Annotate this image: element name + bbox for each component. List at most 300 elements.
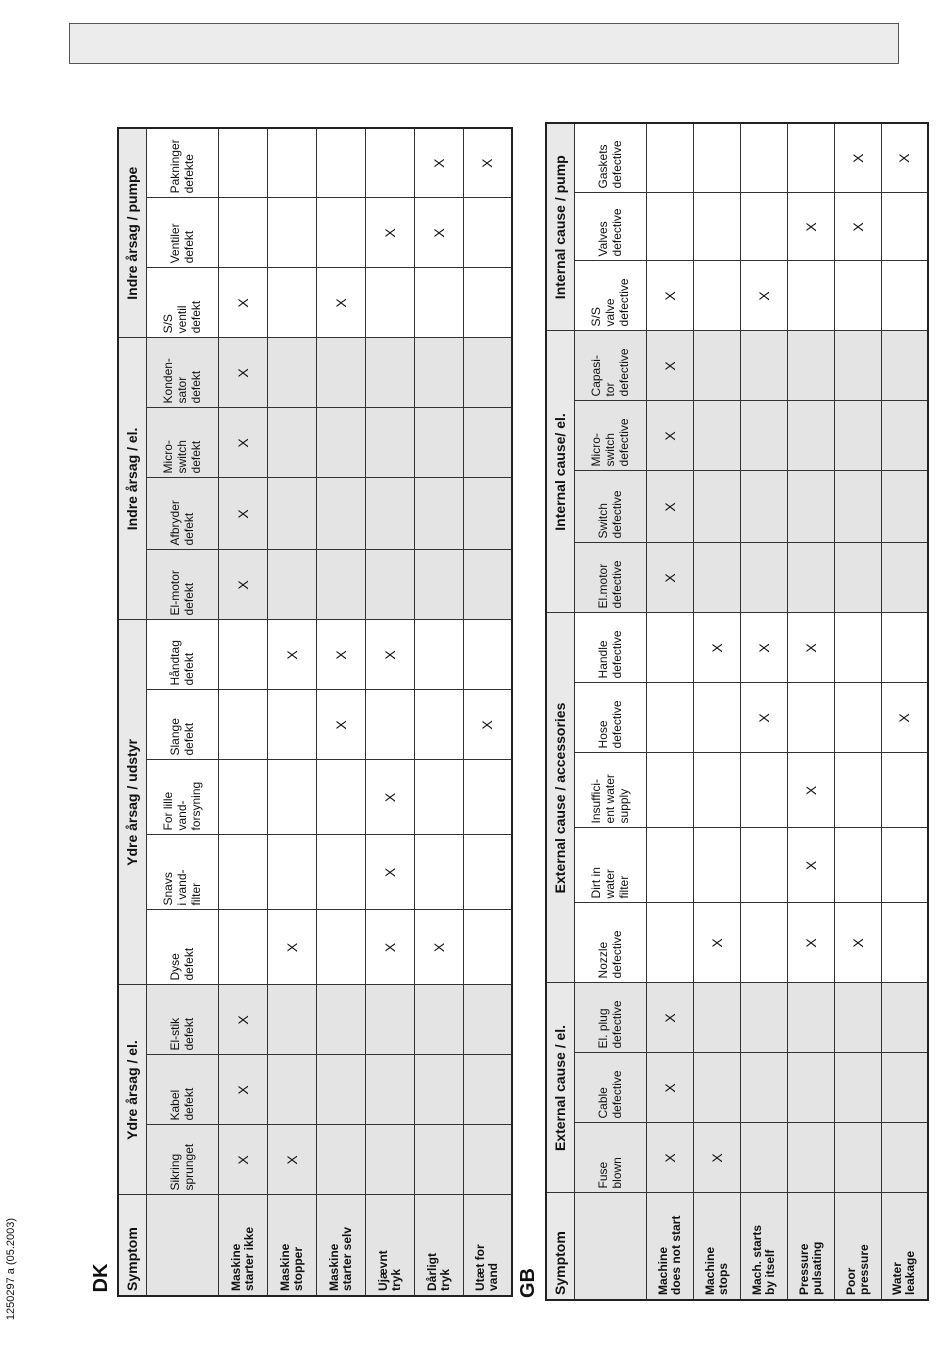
cause-cell bbox=[218, 690, 267, 760]
cause-group-header: Indre årsag / el. bbox=[118, 338, 146, 620]
cause-cell bbox=[693, 401, 740, 471]
cause-header bbox=[574, 1123, 646, 1193]
cause-group-header: Ydre årsag / el. bbox=[118, 985, 146, 1195]
check-mark: X bbox=[896, 153, 913, 163]
cause-cell bbox=[267, 760, 316, 835]
cause-label: Dirt in water filter bbox=[589, 867, 631, 899]
check-mark: X bbox=[283, 942, 300, 953]
check-mark: X bbox=[381, 228, 398, 238]
cause-cell bbox=[414, 910, 463, 985]
cause-cell bbox=[787, 613, 834, 683]
cause-label: S/S valve defective bbox=[589, 278, 631, 327]
cause-cell bbox=[218, 1055, 267, 1125]
symptom-label: Maskine stopper bbox=[277, 1243, 305, 1291]
cause-cell bbox=[316, 268, 365, 338]
cause-label: Handle defective bbox=[596, 630, 624, 679]
cause-cell bbox=[693, 613, 740, 683]
cause-cell bbox=[414, 408, 463, 478]
table-row bbox=[218, 128, 267, 1296]
cause-cell bbox=[881, 471, 928, 543]
cause-cell bbox=[787, 683, 834, 753]
cause-cell bbox=[740, 1123, 787, 1193]
cause-cell bbox=[693, 261, 740, 331]
cause-header bbox=[146, 128, 218, 198]
symptom-label: Poor pressure bbox=[843, 1244, 871, 1295]
troubleshooting-table bbox=[117, 127, 513, 1297]
cause-header bbox=[146, 835, 218, 910]
cause-cell bbox=[365, 478, 414, 550]
check-mark: X bbox=[479, 720, 496, 730]
check-mark: X bbox=[802, 938, 819, 948]
cause-cell bbox=[267, 198, 316, 268]
cause-cell bbox=[463, 550, 512, 620]
check-mark: X bbox=[802, 222, 819, 232]
check-mark: X bbox=[708, 1153, 725, 1163]
cause-cell bbox=[646, 543, 693, 613]
symptom-cell bbox=[218, 1195, 267, 1296]
cause-label: Ventiler defekt bbox=[168, 223, 196, 264]
cause-header bbox=[146, 690, 218, 760]
table-row bbox=[646, 123, 693, 1300]
symptom-cell bbox=[834, 1193, 881, 1300]
cause-group-header: Indre årsag / pumpe bbox=[118, 128, 146, 338]
cause-header bbox=[146, 985, 218, 1055]
cause-cell bbox=[740, 1053, 787, 1123]
cause-label: Micro- switch defective bbox=[589, 418, 631, 467]
cause-cell bbox=[414, 550, 463, 620]
cause-cell bbox=[834, 331, 881, 401]
cause-cell bbox=[693, 1123, 740, 1193]
cause-label: Valves defective bbox=[596, 208, 624, 257]
cause-cell bbox=[693, 683, 740, 753]
cause-cell bbox=[218, 760, 267, 835]
cause-cell bbox=[414, 690, 463, 760]
check-mark: X bbox=[802, 860, 819, 871]
cause-cell bbox=[316, 620, 365, 690]
cause-group-header: External cause / el. bbox=[546, 983, 574, 1193]
check-mark: X bbox=[661, 573, 678, 583]
cause-label: El-stik defekt bbox=[168, 1017, 196, 1051]
section-label-gb: GB bbox=[517, 1268, 539, 1298]
cause-cell bbox=[218, 835, 267, 910]
cause-cell bbox=[834, 983, 881, 1053]
cause-cell bbox=[365, 620, 414, 690]
check-mark: X bbox=[849, 938, 866, 948]
table-row bbox=[365, 128, 414, 1296]
symptom-label: Utæt for vand bbox=[473, 1244, 501, 1291]
cause-cell bbox=[218, 478, 267, 550]
cause-cell bbox=[267, 835, 316, 910]
cause-cell bbox=[834, 123, 881, 193]
cause-header bbox=[574, 331, 646, 401]
cause-cell bbox=[787, 983, 834, 1053]
cause-header bbox=[574, 903, 646, 983]
cause-cell bbox=[267, 985, 316, 1055]
cause-header bbox=[574, 613, 646, 683]
check-mark: X bbox=[283, 650, 300, 660]
cause-cell bbox=[881, 401, 928, 471]
cause-header bbox=[574, 401, 646, 471]
cause-cell bbox=[267, 338, 316, 408]
table-row bbox=[787, 123, 834, 1300]
cause-cell bbox=[365, 408, 414, 478]
cause-cell bbox=[267, 550, 316, 620]
cause-label: Switch defective bbox=[596, 490, 624, 539]
table-row bbox=[463, 128, 512, 1296]
troubleshooting-table-gb bbox=[545, 122, 929, 1301]
check-mark: X bbox=[381, 650, 398, 660]
cause-cell bbox=[740, 193, 787, 261]
cause-cell bbox=[881, 683, 928, 753]
cause-cell bbox=[414, 338, 463, 408]
symptom-cell bbox=[316, 1195, 365, 1296]
cause-cell bbox=[646, 193, 693, 261]
check-mark: X bbox=[661, 502, 678, 512]
cause-cell bbox=[365, 338, 414, 408]
cause-label: Insuffici- ent water supply bbox=[589, 774, 631, 824]
cause-cell bbox=[693, 123, 740, 193]
check-mark: X bbox=[332, 650, 349, 660]
cause-label: Fuse blown bbox=[596, 1157, 624, 1189]
check-mark: X bbox=[430, 158, 447, 168]
symptom-cell bbox=[267, 1195, 316, 1296]
header-box bbox=[69, 23, 899, 64]
cause-label: Pakninger defekte bbox=[168, 139, 196, 194]
check-mark: X bbox=[661, 431, 678, 441]
cause-label: Kabel defekt bbox=[168, 1087, 196, 1121]
cause-cell bbox=[787, 543, 834, 613]
cause-cell bbox=[463, 620, 512, 690]
cause-cell bbox=[414, 478, 463, 550]
cause-cell bbox=[267, 620, 316, 690]
check-mark: X bbox=[234, 1155, 251, 1165]
cause-label: Gaskets defective bbox=[596, 140, 624, 189]
check-mark: X bbox=[896, 713, 913, 723]
cause-cell bbox=[414, 1055, 463, 1125]
cause-cell bbox=[881, 123, 928, 193]
cause-cell bbox=[463, 985, 512, 1055]
table-row bbox=[414, 128, 463, 1296]
cause-label: Dyse defekt bbox=[168, 947, 196, 981]
cause-label: El. plug defective bbox=[596, 1000, 624, 1049]
cause-cell bbox=[267, 1125, 316, 1195]
cause-header bbox=[574, 683, 646, 753]
cause-cell bbox=[834, 261, 881, 331]
cause-cell bbox=[834, 613, 881, 683]
cause-label: Snavs i vand- filter bbox=[161, 869, 203, 906]
cause-header bbox=[146, 550, 218, 620]
cause-cell bbox=[316, 198, 365, 268]
cause-cell bbox=[316, 128, 365, 198]
check-mark: X bbox=[381, 792, 398, 803]
symptom-header-spacer bbox=[146, 1195, 218, 1296]
check-mark: X bbox=[234, 1085, 251, 1095]
section-label-dk: DK bbox=[90, 1263, 112, 1293]
check-mark: X bbox=[430, 942, 447, 953]
cause-cell bbox=[834, 828, 881, 903]
cause-cell bbox=[463, 198, 512, 268]
cause-cell bbox=[218, 910, 267, 985]
symptom-header: Symptom bbox=[546, 1193, 574, 1300]
cause-header bbox=[574, 193, 646, 261]
check-mark: X bbox=[381, 867, 398, 878]
cause-cell bbox=[646, 401, 693, 471]
cause-cell bbox=[463, 1125, 512, 1195]
cause-cell bbox=[740, 543, 787, 613]
cause-cell bbox=[365, 128, 414, 198]
cause-group-header: External cause / accessories bbox=[546, 613, 574, 983]
cause-cell bbox=[787, 828, 834, 903]
check-mark: X bbox=[430, 228, 447, 238]
cause-label: Capasi- tor defective bbox=[589, 348, 631, 397]
cause-cell bbox=[646, 753, 693, 828]
check-mark: X bbox=[234, 580, 251, 590]
cause-cell bbox=[740, 261, 787, 331]
cause-cell bbox=[646, 1123, 693, 1193]
cause-cell bbox=[881, 1053, 928, 1123]
cause-label: Sikring sprunget bbox=[168, 1143, 196, 1191]
cause-cell bbox=[267, 408, 316, 478]
cause-cell bbox=[316, 760, 365, 835]
check-mark: X bbox=[234, 1015, 251, 1025]
cause-cell bbox=[740, 828, 787, 903]
check-mark: X bbox=[661, 1013, 678, 1023]
cause-cell bbox=[646, 123, 693, 193]
cause-cell bbox=[881, 983, 928, 1053]
cause-cell bbox=[834, 401, 881, 471]
cause-label: El-motor defekt bbox=[168, 570, 196, 616]
cause-cell bbox=[740, 903, 787, 983]
cause-header bbox=[574, 1053, 646, 1123]
cause-cell bbox=[463, 835, 512, 910]
symptom-cell bbox=[414, 1195, 463, 1296]
cause-cell bbox=[365, 910, 414, 985]
cause-cell bbox=[463, 268, 512, 338]
cause-cell bbox=[414, 268, 463, 338]
cause-cell bbox=[316, 690, 365, 760]
cause-cell bbox=[414, 198, 463, 268]
check-mark: X bbox=[381, 942, 398, 953]
cause-cell bbox=[787, 903, 834, 983]
cause-cell bbox=[693, 828, 740, 903]
cause-cell bbox=[834, 193, 881, 261]
cause-header bbox=[146, 268, 218, 338]
cause-header bbox=[146, 910, 218, 985]
check-mark: X bbox=[661, 291, 678, 301]
symptom-label: Mach. starts by itself bbox=[749, 1224, 777, 1295]
cause-cell bbox=[693, 471, 740, 543]
cause-group-header: Internal cause/ el. bbox=[546, 331, 574, 613]
cause-cell bbox=[787, 331, 834, 401]
cause-cell bbox=[881, 613, 928, 683]
cause-cell bbox=[414, 620, 463, 690]
check-mark: X bbox=[332, 298, 349, 308]
cause-label: Afbryder defekt bbox=[168, 500, 196, 546]
cause-cell bbox=[316, 985, 365, 1055]
symptom-cell bbox=[365, 1195, 414, 1296]
cause-header bbox=[146, 620, 218, 690]
cause-cell bbox=[693, 331, 740, 401]
cause-cell bbox=[267, 910, 316, 985]
cause-label: Cable defective bbox=[596, 1070, 624, 1119]
cause-header bbox=[146, 1055, 218, 1125]
cause-cell bbox=[693, 543, 740, 613]
cause-label: Håndtag defekt bbox=[168, 640, 196, 686]
symptom-cell bbox=[646, 1193, 693, 1300]
cause-cell bbox=[365, 985, 414, 1055]
cause-cell bbox=[365, 550, 414, 620]
cause-header bbox=[146, 408, 218, 478]
cause-cell bbox=[267, 1055, 316, 1125]
check-mark: X bbox=[661, 1153, 678, 1163]
check-mark: X bbox=[234, 509, 251, 519]
cause-cell bbox=[267, 268, 316, 338]
cause-cell bbox=[218, 338, 267, 408]
cause-cell bbox=[881, 261, 928, 331]
check-mark: X bbox=[283, 1155, 300, 1165]
cause-header bbox=[574, 261, 646, 331]
cause-cell bbox=[414, 128, 463, 198]
cause-cell bbox=[414, 985, 463, 1055]
cause-label: S/S ventil defekt bbox=[161, 300, 203, 334]
symptom-label: Ujævnt tryk bbox=[375, 1250, 403, 1291]
check-mark: X bbox=[234, 368, 251, 378]
cause-cell bbox=[693, 753, 740, 828]
cause-header bbox=[574, 828, 646, 903]
cause-cell bbox=[316, 910, 365, 985]
cause-cell bbox=[218, 1125, 267, 1195]
cause-label: Micro- switch defekt bbox=[161, 440, 203, 474]
cause-cell bbox=[834, 903, 881, 983]
cause-cell bbox=[740, 471, 787, 543]
symptom-label: Maskine starter ikke bbox=[228, 1226, 256, 1291]
check-mark: X bbox=[755, 713, 772, 723]
document-code: 1250297 a (05.2003) bbox=[5, 1217, 17, 1321]
cause-cell bbox=[646, 983, 693, 1053]
cause-cell bbox=[740, 123, 787, 193]
symptom-cell bbox=[693, 1193, 740, 1300]
cause-cell bbox=[881, 543, 928, 613]
cause-cell bbox=[740, 983, 787, 1053]
cause-cell bbox=[267, 478, 316, 550]
cause-cell bbox=[881, 1123, 928, 1193]
cause-header bbox=[146, 1125, 218, 1195]
cause-label: Hose defective bbox=[596, 700, 624, 749]
cause-cell bbox=[646, 471, 693, 543]
cause-label: Nozzle defective bbox=[596, 930, 624, 979]
cause-cell bbox=[787, 471, 834, 543]
cause-cell bbox=[693, 1053, 740, 1123]
cause-cell bbox=[414, 835, 463, 910]
cause-cell bbox=[787, 123, 834, 193]
check-mark: X bbox=[234, 298, 251, 308]
cause-cell bbox=[834, 543, 881, 613]
symptom-label: Machine stops bbox=[702, 1246, 730, 1295]
cause-label: El.motor defective bbox=[596, 560, 624, 609]
cause-cell bbox=[218, 408, 267, 478]
cause-cell bbox=[693, 983, 740, 1053]
cause-cell bbox=[646, 828, 693, 903]
cause-cell bbox=[834, 471, 881, 543]
cause-cell bbox=[365, 690, 414, 760]
cause-cell bbox=[834, 1053, 881, 1123]
table-row bbox=[693, 123, 740, 1300]
cause-cell bbox=[267, 690, 316, 760]
cause-cell bbox=[463, 338, 512, 408]
cause-header bbox=[574, 753, 646, 828]
cause-cell bbox=[787, 261, 834, 331]
cause-cell bbox=[365, 835, 414, 910]
cause-cell bbox=[646, 613, 693, 683]
cause-cell bbox=[218, 198, 267, 268]
cause-cell bbox=[414, 760, 463, 835]
symptom-label: Dårligt tryk bbox=[424, 1252, 452, 1291]
cause-cell bbox=[881, 193, 928, 261]
cause-cell bbox=[646, 1053, 693, 1123]
cause-cell bbox=[218, 620, 267, 690]
cause-cell bbox=[365, 1125, 414, 1195]
cause-cell bbox=[463, 478, 512, 550]
table-row bbox=[881, 123, 928, 1300]
cause-cell bbox=[693, 903, 740, 983]
cause-cell bbox=[646, 683, 693, 753]
cause-cell bbox=[218, 985, 267, 1055]
cause-cell bbox=[316, 408, 365, 478]
cause-cell bbox=[646, 331, 693, 401]
cause-cell bbox=[740, 401, 787, 471]
cause-cell bbox=[646, 261, 693, 331]
cause-header bbox=[574, 983, 646, 1053]
cause-cell bbox=[218, 550, 267, 620]
symptom-label: Machine does not start bbox=[655, 1215, 683, 1295]
cause-cell bbox=[316, 338, 365, 408]
cause-cell bbox=[787, 1053, 834, 1123]
cause-cell bbox=[881, 331, 928, 401]
cause-group-header: Ydre årsag / udstyr bbox=[118, 620, 146, 985]
cause-cell bbox=[740, 331, 787, 401]
check-mark: X bbox=[755, 643, 772, 653]
check-mark: X bbox=[802, 785, 819, 796]
troubleshooting-table-dk bbox=[117, 127, 513, 1297]
cause-cell bbox=[463, 910, 512, 985]
cause-cell bbox=[834, 753, 881, 828]
cause-header bbox=[146, 478, 218, 550]
check-mark: X bbox=[661, 361, 678, 371]
cause-header bbox=[574, 123, 646, 193]
check-mark: X bbox=[755, 291, 772, 301]
check-mark: X bbox=[708, 643, 725, 653]
cause-cell bbox=[787, 753, 834, 828]
cause-cell bbox=[463, 760, 512, 835]
check-mark: X bbox=[802, 643, 819, 653]
cause-cell bbox=[218, 268, 267, 338]
cause-header bbox=[574, 543, 646, 613]
cause-cell bbox=[414, 1125, 463, 1195]
symptom-cell bbox=[787, 1193, 834, 1300]
cause-cell bbox=[365, 1055, 414, 1125]
cause-cell bbox=[834, 1123, 881, 1193]
cause-cell bbox=[365, 268, 414, 338]
symptom-cell bbox=[463, 1195, 512, 1296]
check-mark: X bbox=[332, 720, 349, 730]
cause-cell bbox=[463, 408, 512, 478]
cause-cell bbox=[881, 753, 928, 828]
cause-cell bbox=[316, 1055, 365, 1125]
symptom-label: Water leakage bbox=[890, 1250, 918, 1295]
cause-cell bbox=[740, 613, 787, 683]
cause-cell bbox=[365, 760, 414, 835]
check-mark: X bbox=[234, 438, 251, 448]
